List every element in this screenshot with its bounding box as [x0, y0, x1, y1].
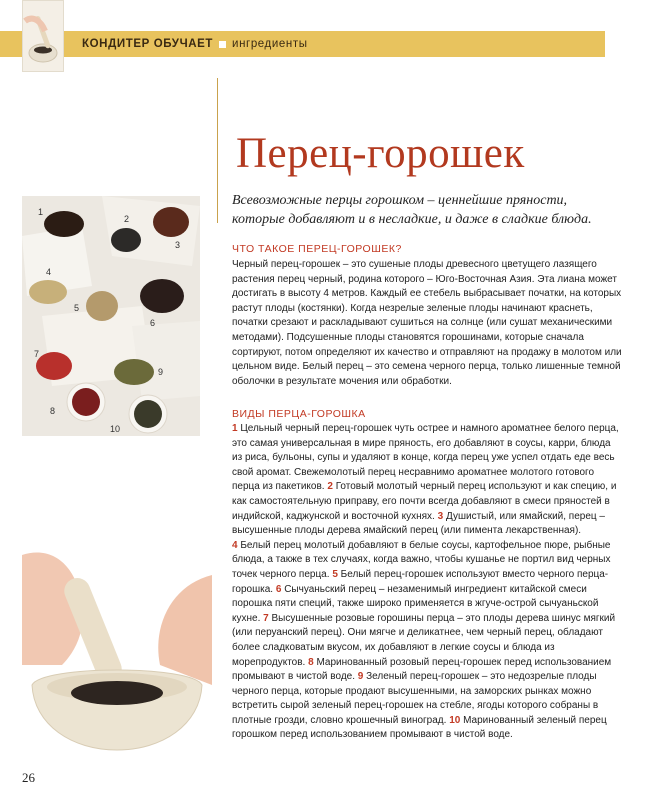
page-title: Перец-горошек: [236, 130, 525, 177]
item-number: 1: [232, 423, 238, 434]
item-number: 8: [308, 656, 314, 668]
mortar-and-pestle-photo: [22, 545, 212, 755]
header-breadcrumb: [82, 31, 308, 57]
photo-label-10: 10: [110, 424, 121, 434]
section-what-is-text: Черный перец-горошек – это сушеные плоды древесного цветущего лазящего растения перец черный, родина которого – Юго-Восточная Азия. Эта лиана может достигать в высоту 4 метров. Каждый ее стебель выбрасывает початки, на которых растут плоды (костянки). Когда незрелые зеленые плоды начинают краснеть, початки срезают и раскладывают сушиться на солнце (или сушат механическими методами). Подсушенные плоды становятся горошинами, которые сначала сортируют, потом определяют их качество и отправляют на продажу в молотом или цельном виде. Белый перец – это семена черного перца, только лишенные темной оболочки в результате мочения или обработки.: [232, 259, 622, 387]
item-text: Маринованный розовый перец-горошек перед использованием промывают в чистой воде.: [232, 656, 612, 683]
photo-label-7: 7: [34, 349, 40, 359]
header-section-label: КОНДИТЕР ОБУЧАЕТ: [82, 38, 214, 50]
item-number: 7: [263, 612, 269, 624]
item-number: 4: [232, 539, 238, 551]
section-heading-varieties: ВИДЫ ПЕРЦА-ГОРОШКА: [232, 408, 366, 420]
photo-label-9: 9: [158, 367, 164, 377]
item-text: Цельный черный перец-горошек чуть острее и намного ароматнее белого перца, это самая универсальная в мире пряность, его добавляют в соусы, карри, блюда из риса, бульоны, супы и удаляют в конце, когда перец уже успел отдать еде весь свой аромат. Свежемолотый перец несравнимо ароматнее молотого готового перца из пакетиков.: [232, 423, 619, 493]
item-text: Белый перец-горошек используют вместо черного перца-горошка.: [232, 568, 609, 595]
photo-label-3: 3: [175, 240, 181, 250]
header-subsection-label: ингредиенты: [232, 38, 308, 50]
title-divider-line: [217, 78, 218, 223]
photo-label-2: 2: [124, 214, 130, 224]
section-heading-what-is: ЧТО ТАКОЕ ПЕРЕЦ-ГОРОШЕК?: [232, 243, 402, 255]
item-text: Высушенные розовые горошины перца – это плоды дерева шинус мягкий (или перуанский перец). Они мягче и деликатнее, чем черный перец, обладают более сладковатым вкусом, их добавляют в легкие соусы и блюда из морепродуктов.: [232, 612, 616, 668]
section-varieties-text: [232, 422, 622, 743]
photo-label-4: 4: [46, 267, 52, 277]
item-number: 5: [332, 568, 338, 580]
item-text: Готовый молотый черный перец используют и как специю, и как самостоятельную приправу, его почти всегда добавляют в смеси пряностей в индийской, каджунской и восточной кухнях.: [232, 481, 617, 522]
item-text: Душистый, или ямайский, перец – высушенные плоды дерева ямайский перец (или пимента лекарственная).: [232, 510, 605, 537]
item-text: Зеленый перец-горошек – это недозрелые плоды черного перца, которые продают высушенными, на заморских рынках можно встретить сырой зеленый перец-горошек на стебле, ягоды которого собраны в плотные грозди, словно крошечный виноград.: [232, 671, 599, 726]
photo-label-5: 5: [74, 303, 80, 313]
photo-label-8: 8: [50, 406, 56, 416]
header-separator: [219, 41, 226, 48]
item-text: Сычуаньский перец – незаменимый ингредиент китайской смеси порошка пяти специй, также широко применяется в жгуче-острой сычуаньской кухне.: [232, 583, 599, 624]
item-number: 2: [327, 481, 333, 493]
item-number: 6: [275, 583, 282, 595]
item-number: 10: [449, 714, 461, 726]
lead-paragraph: Всевозможные перцы горошком – ценнейшие пряности, которые добавляют и в несладкие, и даже в сладкие блюда.: [232, 193, 592, 227]
page-number: 26: [22, 770, 35, 785]
item-number: 9: [357, 671, 364, 683]
item-number: 3: [437, 510, 444, 522]
header-thumbnail-image: [22, 0, 64, 72]
photo-label-1: 1: [38, 207, 44, 217]
item-text: Белый перец молотый добавляют в белые соусы, картофельное пюре, рыбные блюда, а также в тех случаях, когда важно, чтобы кушанье не портил вид черных точек черного перца.: [232, 539, 611, 580]
item-text: Маринованный зеленый перец горошком перед использованием промывают в чистой воде.: [232, 714, 607, 741]
peppercorn-varieties-photo: [22, 196, 200, 436]
photo-label-6: 6: [150, 318, 156, 328]
